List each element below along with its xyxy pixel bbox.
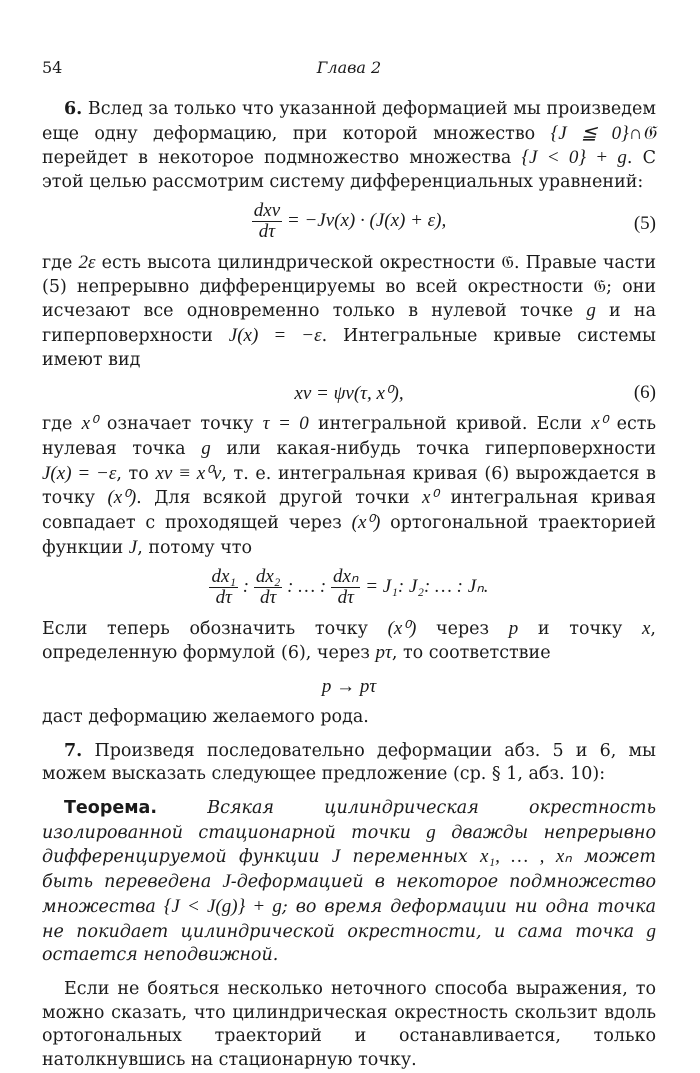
- page-number: 54: [42, 58, 63, 77]
- paragraph-deformation: даст деформацию желаемого рода.: [42, 706, 369, 727]
- section-number: 6.: [64, 99, 83, 119]
- page: [42, 58, 656, 1073]
- section-number: 7.: [64, 740, 83, 761]
- equation-label: (6): [633, 382, 656, 404]
- equation-rhs: = −Jν(x) · (J(x) + ε),: [286, 209, 447, 231]
- paragraph-correspondence: Если теперь обозначить точку (x⁰) через p и точку x, определенную формулой (6), через pτ, то соответствие: [42, 617, 656, 664]
- chapter-title: Глава 2: [316, 58, 382, 77]
- equation-mapping: [42, 672, 656, 702]
- math-set: {J < 0} + g: [521, 147, 627, 169]
- equation-ratio: $\frac{\text{dx₁}}{d\tau}$ : $\frac{\text{dx₂}}{d\tau}$ : … : $\frac{\text{dxₙ}}{d\tau}$ = J₁: J₂: … : Jₙ.: [211, 565, 489, 608]
- fraction: $\frac{\text{dx₂}}{d\tau}$: [255, 565, 281, 608]
- theorem: Теорема. Всякая цилиндрическая окрестность изолированной стационарной точки g дважды непрерывно дифференцируемой функции J переменных x₁, … , xₙ может быть переведена J-деформацией в некоторое подмножество множества {J < J(g)} + g; во время деформации ни одна точка не покидает цилиндрической окрестности, и сама точка g остается неподвижной.: [42, 798, 656, 966]
- equation-5: [42, 201, 656, 247]
- equation-body: p → pτ: [321, 675, 377, 697]
- math-set: {J ≦ 0}∩𝔊: [550, 122, 656, 144]
- theorem-label: Теорема.: [64, 798, 157, 819]
- fraction: $\frac{\text{dx₁}}{d\tau}$: [211, 565, 237, 608]
- paragraph-after-5: где 2ε есть высота цилиндрической окрестности 𝔊. Правые части (5) непрерывно дифференцируемы во всей окрестности 𝔊; они исчезают все одновременно только в нулевой точке g и на гиперповерхности J(x) = −ε. Интегральные кривые системы имеют вид: [42, 251, 657, 370]
- paragraph-6: 6. Вслед за только что указанной деформацией мы произведем еще одну деформацию, при которой множество {J ≦ 0}∩𝔊 перейдет в некоторое подмножество множества {J < 0} + g. С этой целью рассмотрим систему дифференциальных уравнений:: [42, 99, 656, 193]
- fraction: $\frac{\text{dxν}}{d\tau}$: [253, 199, 281, 242]
- paragraph-7: 7. Произведя последовательно деформации абз. 5 и 6, мы можем высказать следующее предложение (ср. § 1, абз. 10):: [42, 740, 656, 785]
- equation-body: xν = ψν(τ, x⁰),: [294, 383, 404, 405]
- paragraph-after-6: где x⁰ означает точку τ = 0 интегральной кривой. Если x⁰ есть нулевая точка g или какая-нибудь точка гиперповерхности J(x) = −ε, то xν ≡ x⁰ν, т. е. интегральная кривая (6) вырождается в точку (x⁰). Для всякой другой точки x⁰ интегральная кривая совпадает с проходящей через (x⁰) ортогональной траекторией функции J, потому что: [42, 413, 657, 558]
- page-header: [42, 58, 656, 80]
- fraction: $\frac{\text{dxₙ}}{d\tau}$: [332, 565, 359, 608]
- equation-6: [42, 376, 656, 410]
- equation-label: (5): [633, 212, 656, 234]
- closing-paragraph: Если не бояться несколько неточного способа выражения, то можно сказать, что цилиндрическая окрестность скользит вдоль ортогональных траекторий и останавливается, только натолкнувшись на стационарную точку.: [42, 978, 656, 1071]
